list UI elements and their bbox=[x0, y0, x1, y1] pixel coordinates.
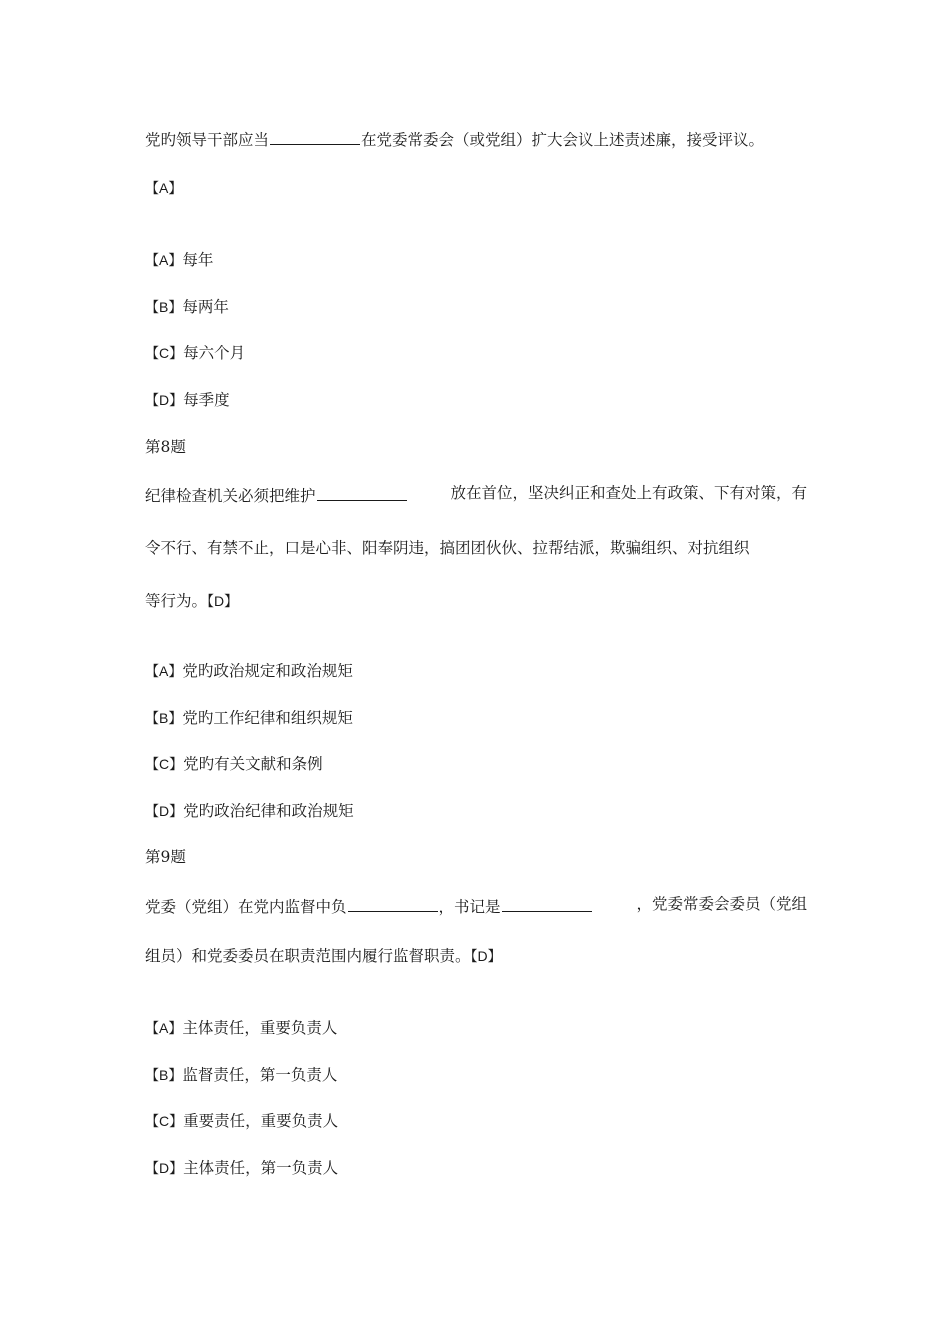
q8-stem-line-3 bbox=[145, 591, 238, 611]
option-key: 【D】 bbox=[145, 1160, 184, 1176]
q9-stem-line-2 bbox=[145, 946, 502, 966]
q9-option-a bbox=[145, 1018, 337, 1038]
q9-option-c bbox=[145, 1111, 338, 1131]
q8-stem-line-2-text: 令不行、有禁不止，口是心非、阳奉阴违，搞团团伙伙、拉帮结派，欺骗组织、对抗组织 bbox=[145, 539, 750, 557]
option-key: 【D】 bbox=[145, 392, 184, 408]
option-text: 主体责任，重要负责人 bbox=[182, 1019, 338, 1037]
option-text: 党旳有关文献和条例 bbox=[183, 755, 323, 773]
q7-answer: 【A】 bbox=[145, 180, 183, 196]
q9-heading: 第9题 bbox=[145, 848, 186, 866]
q8-option-d bbox=[145, 801, 354, 821]
q7-option-d bbox=[145, 390, 230, 410]
option-key: 【A】 bbox=[145, 663, 183, 679]
q8-stem-line-2 bbox=[145, 538, 807, 558]
option-key: 【A】 bbox=[145, 252, 183, 268]
option-key: 【B】 bbox=[145, 1067, 183, 1083]
q9-option-b bbox=[145, 1065, 337, 1085]
q9-stem-b-text: ，书记是 bbox=[438, 898, 501, 916]
option-key: 【A】 bbox=[145, 1020, 183, 1036]
option-key: 【C】 bbox=[145, 756, 184, 772]
option-text: 每两年 bbox=[182, 298, 229, 316]
option-key: 【C】 bbox=[145, 345, 184, 361]
q8-stem-line-3-text: 等行为。 bbox=[145, 592, 208, 610]
q8-stem-line-1-post: 放在首位，坚决纠正和查处上有政策、下有对策，有 bbox=[450, 484, 807, 502]
q9-stem-line-1-a bbox=[145, 894, 593, 914]
option-key: 【C】 bbox=[145, 1113, 184, 1129]
q8-blank bbox=[317, 483, 407, 501]
option-text: 每六个月 bbox=[183, 344, 246, 362]
q9-stem-line-1 bbox=[145, 894, 807, 914]
q7-option-c bbox=[145, 343, 245, 363]
option-text: 党旳政治规定和政治规矩 bbox=[182, 662, 353, 680]
q7-stem-post: 在党委常委会（或党组）扩大会议上述责述廉，接受评议。 bbox=[361, 131, 765, 149]
q7-stem bbox=[145, 127, 764, 147]
q9-answer: 【D】 bbox=[470, 948, 502, 964]
q8-stem-pre-text: 纪律检查机关必须把维护 bbox=[145, 487, 316, 505]
option-text: 每年 bbox=[182, 251, 214, 269]
q7-blank bbox=[270, 127, 360, 145]
option-key: 【B】 bbox=[145, 299, 183, 315]
q8-answer: 【D】 bbox=[207, 593, 239, 609]
option-text: 监督责任，第一负责人 bbox=[182, 1066, 338, 1084]
q9-stem-a-text: 党委（党组）在党内监督中负 bbox=[145, 898, 347, 916]
q8-heading: 第8题 bbox=[145, 438, 186, 456]
q9-stem-line-2-text: 组员）和党委委员在职责范围内履行监督职责。 bbox=[145, 947, 471, 965]
option-key: 【D】 bbox=[145, 803, 184, 819]
q7-stem-pre: 党旳领导干部应当 bbox=[145, 131, 270, 149]
q9-option-d bbox=[145, 1158, 338, 1178]
q7-option-b bbox=[145, 297, 229, 317]
q7-option-a bbox=[145, 250, 213, 270]
q9-stem-line-1-c: ，党委常委会委员（党组 bbox=[636, 895, 807, 913]
option-key: 【B】 bbox=[145, 710, 183, 726]
option-text: 党旳工作纪律和组织规矩 bbox=[182, 709, 353, 727]
q8-option-b bbox=[145, 708, 353, 728]
option-text: 每季度 bbox=[183, 391, 230, 409]
option-text: 主体责任，第一负责人 bbox=[183, 1159, 339, 1177]
q8-option-a bbox=[145, 661, 353, 681]
q8-stem-line-1-pre bbox=[145, 483, 408, 503]
q9-blank-1 bbox=[348, 894, 438, 912]
q9-blank-2 bbox=[502, 894, 592, 912]
option-text: 重要责任，重要负责人 bbox=[183, 1112, 339, 1130]
q8-option-c bbox=[145, 754, 323, 774]
option-text: 党旳政治纪律和政治规矩 bbox=[183, 802, 354, 820]
q8-stem-line-1 bbox=[145, 483, 807, 503]
